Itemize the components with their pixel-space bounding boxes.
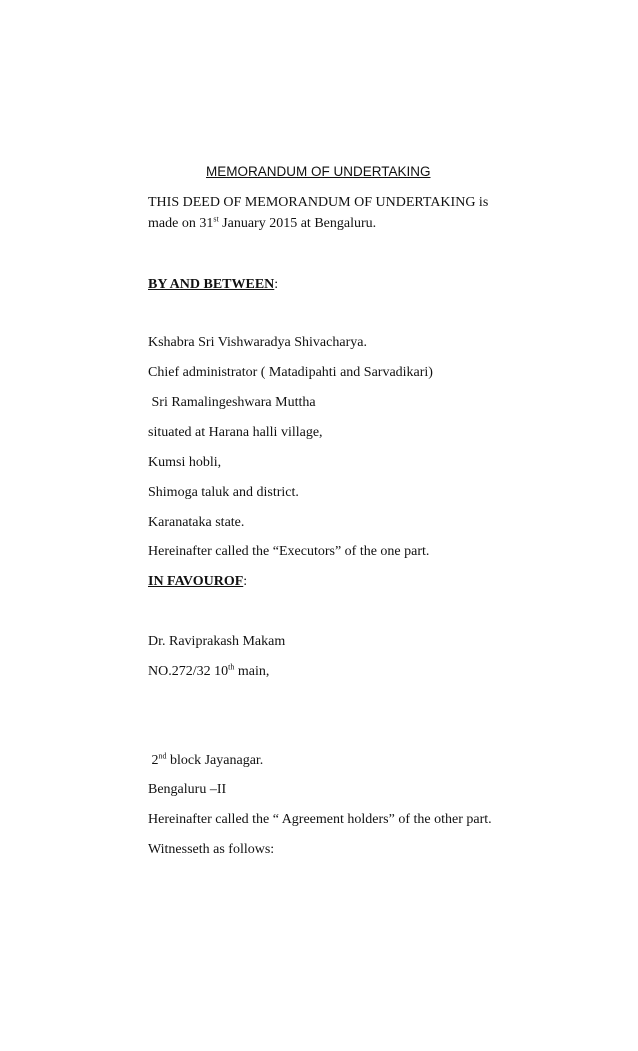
address1-number: NO.272/32 10: [148, 664, 229, 679]
by-and-between-label: BY AND BETWEEN: [148, 277, 275, 292]
document-title: MEMORANDUM OF UNDERTAKING: [206, 164, 431, 179]
by-and-between-heading: [148, 276, 278, 294]
intro-line-2: [148, 215, 376, 233]
party2-name: Dr. Raviprakash Makam: [148, 634, 286, 649]
in-favour-of-heading: [148, 573, 247, 591]
party2-called: Hereinafter called the “ Agreement holders” of the other part.: [148, 812, 492, 827]
party1-hobli: Kumsi hobli,: [148, 455, 222, 470]
party1-institution: Sri Ramalingeshwara Muttha: [148, 395, 316, 410]
intro-line-1: THIS DEED OF MEMORANDUM OF UNDERTAKING is: [148, 195, 489, 210]
by-and-between-colon: :: [274, 277, 279, 292]
party1-role: Chief administrator ( Matadipahti and Sarvadikari): [148, 365, 433, 380]
address2-number: 2: [148, 753, 159, 768]
party2-city: Bengaluru –II: [148, 782, 227, 797]
party1-state: Karanataka state.: [148, 515, 245, 530]
in-favour-of-label: IN FAVOUROF: [148, 574, 244, 589]
intro-place-text: January 2015 at Bengaluru.: [218, 216, 377, 231]
address1-street: main,: [234, 664, 270, 679]
witnesseth-line: Witnesseth as follows:: [148, 842, 275, 857]
party2-address-2: [148, 752, 263, 770]
party1-taluk: Shimoga taluk and district.: [148, 485, 299, 500]
party1-called: Hereinafter called the “Executors” of the one part.: [148, 544, 430, 559]
party1-village: situated at Harana halli village,: [148, 425, 323, 440]
in-favour-of-colon: :: [243, 574, 248, 589]
address2-locality: block Jayanagar.: [166, 753, 264, 768]
intro-date-text: made on 31: [148, 216, 214, 231]
party1-name: Kshabra Sri Vishwaradya Shivacharya.: [148, 335, 367, 350]
address2-ordinal-suffix: nd: [158, 751, 167, 761]
date-ordinal-suffix: st: [213, 214, 219, 224]
party2-address-1: [148, 663, 269, 681]
address1-ordinal-suffix: th: [228, 662, 235, 672]
